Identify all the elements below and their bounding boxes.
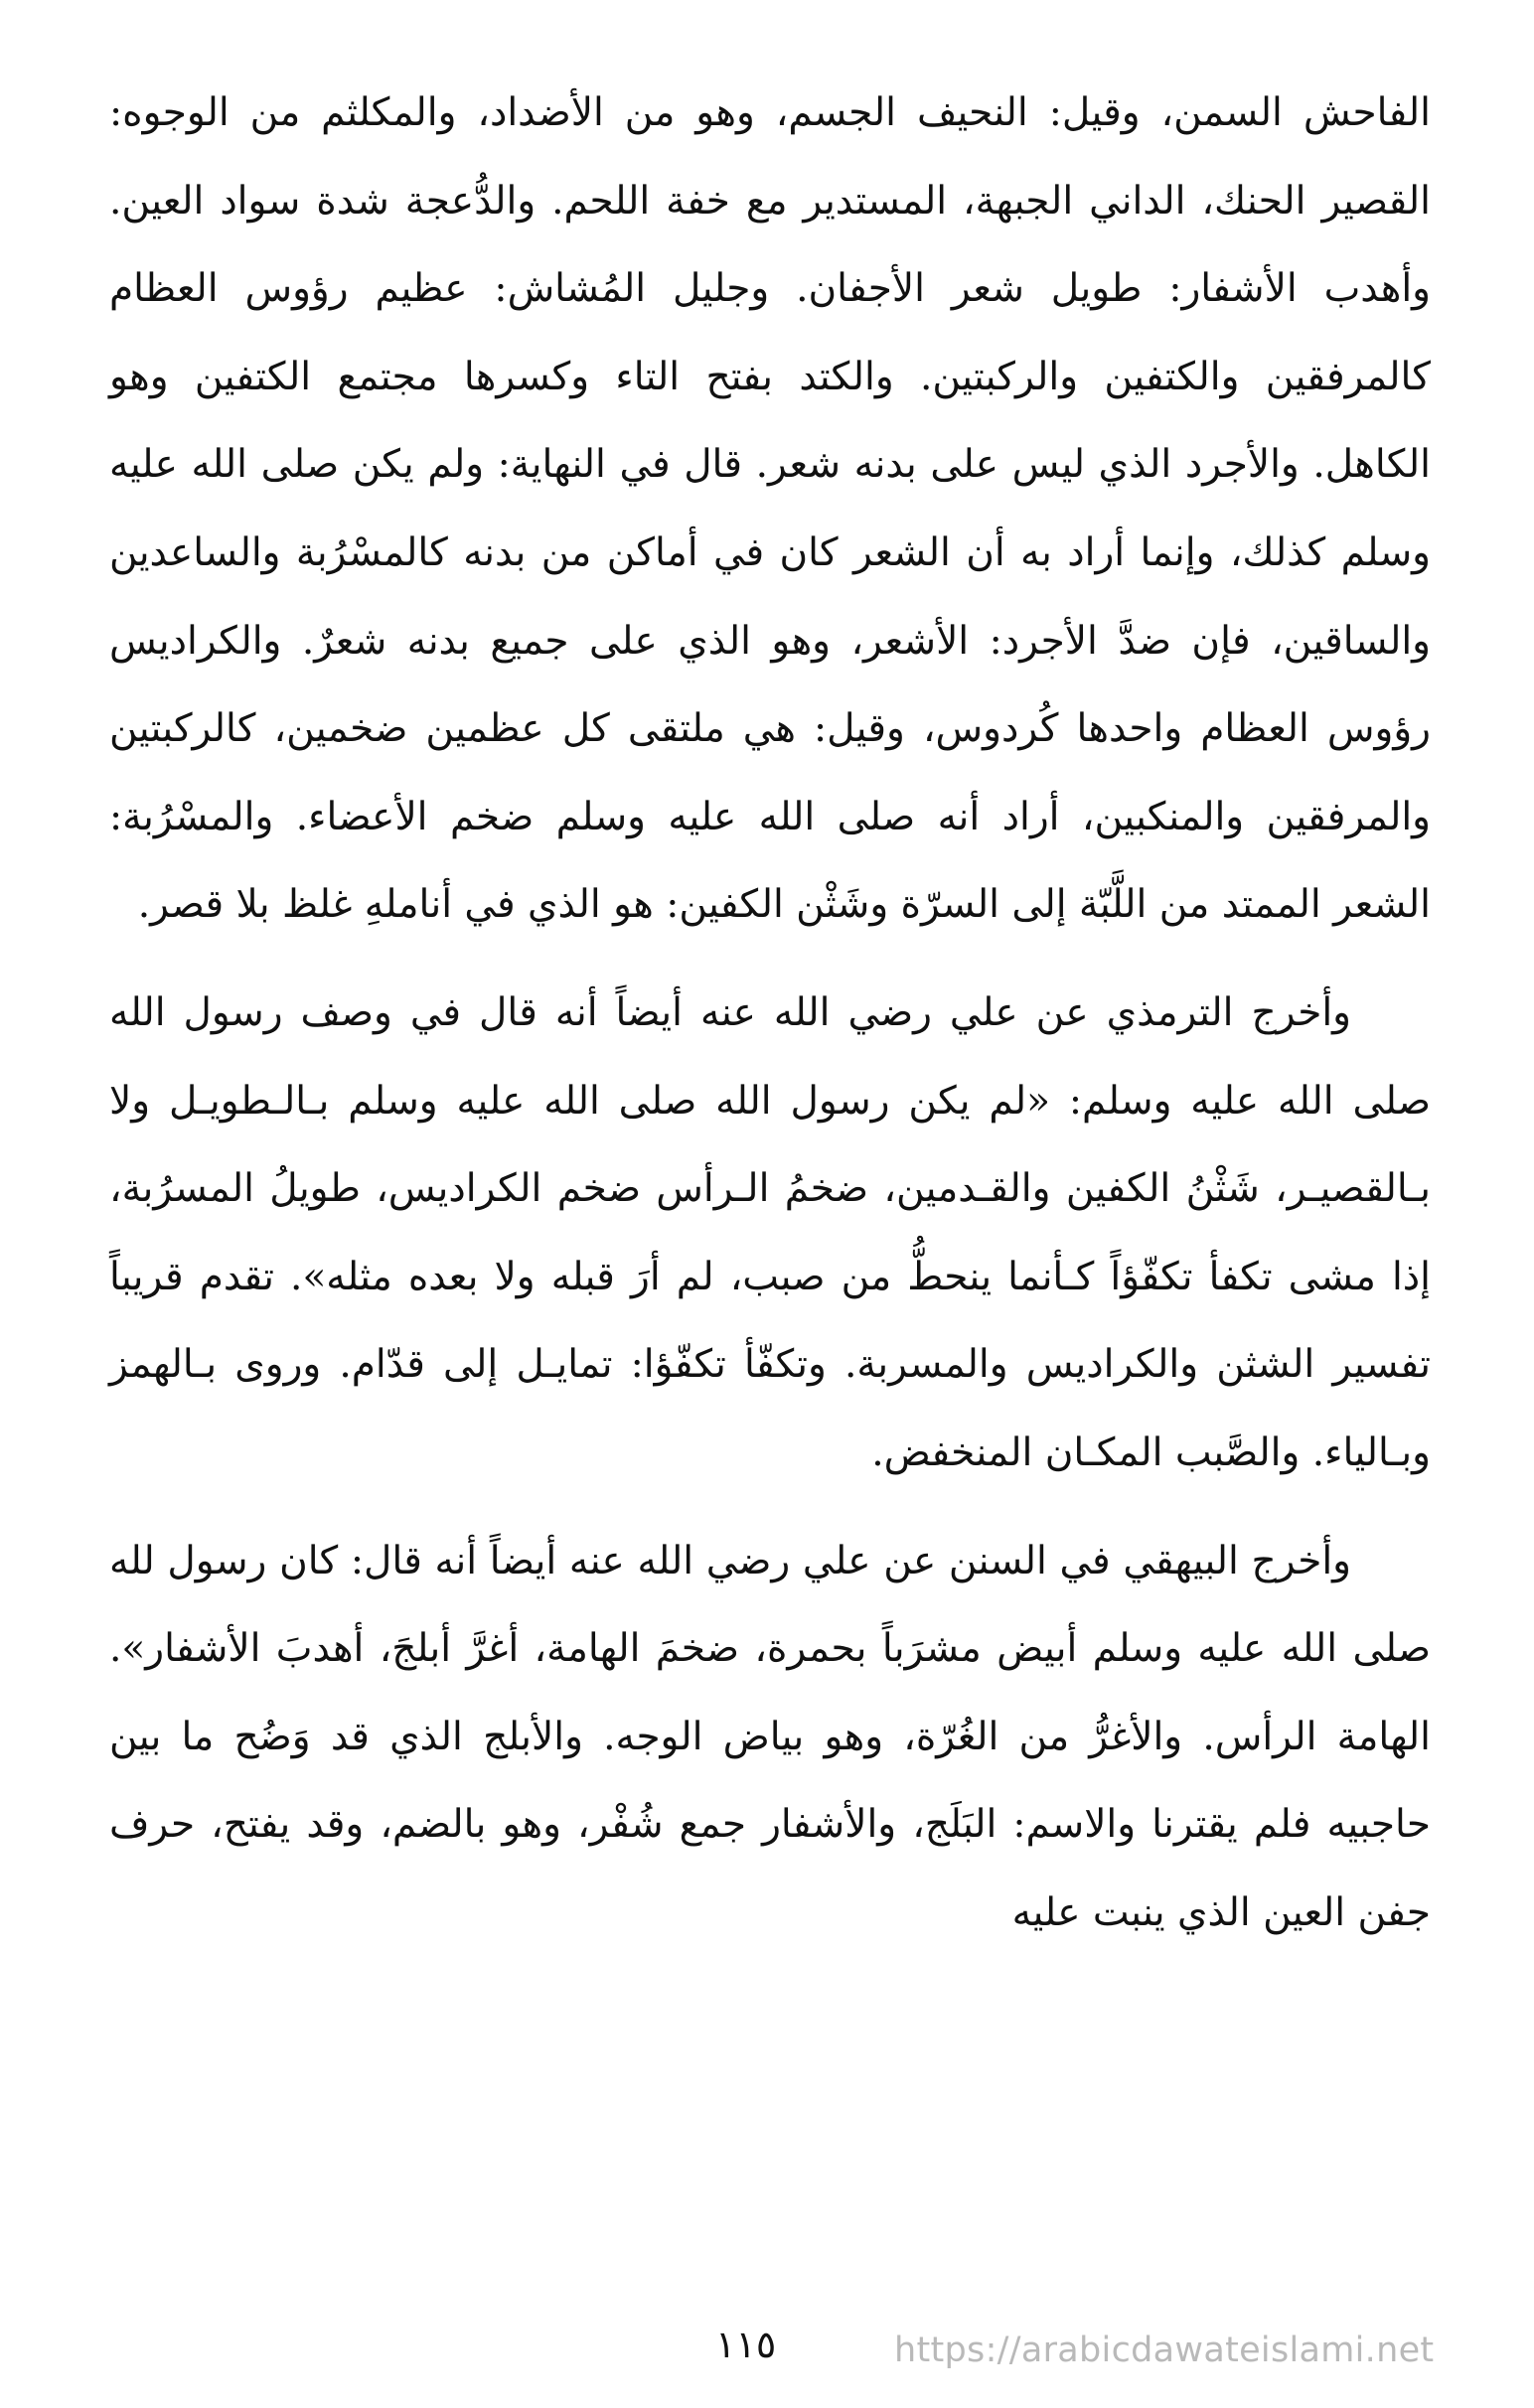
paragraph-3: وأخرج البيهقي في السنن عن علي رضي الله عنه أيضاً أنه قال: كان رسول لله صلى الله عليه وسلم أبيض مشرَباً بحمرة، ضخمَ الهامة، أغرَّ أبلجَ، أهدبَ الأشفار». الهامة الرأس. والأغرُّ من الغُرّة، وهو بياض الوجه. والأبلج الذي قد وَضُح ما بين حاجبيه فلم يقترنا والاسم: البَلَج، والأشفار جمع شُفْر، وهو بالضم، وقد يفتح، حرف جفن العين الذي ينبت عليه	[109, 1538, 1431, 1935]
source-watermark: https://arabicdawateislami.net	[894, 2331, 1435, 2370]
page-footer	[0, 2323, 1534, 2382]
page-number: ١١٥	[715, 2323, 777, 2366]
page-body	[109, 70, 1431, 1957]
paragraph-2: وأخرج الترمذي عن علي رضي الله عنه أيضاً أنه قال في وصف رسول الله صلى الله عليه وسلم: «لم يكن رسول الله صلى الله عليه وسلم بـالـطويـل ولا بـالقصيـر، شَثْنُ الكفين والقـدمين، ضخمُ الـرأس ضخم الكراديس، طويلُ المسرُبة، إذا مشى تكفأ تكفّؤاً كـأنما ينحطُّ من صبب، لم أرَ قبله ولا بعده مثله». تقدم قريباً تفسير الشثن والكراديس والمسربة. وتكفّأ تكفّؤا: تمايـل إلى قدّام. وروى بـالهمز وبـالياء. والصَّبب المكـان المنخفض.	[109, 989, 1431, 1475]
paragraph-1: الفاحش السمن، وقيل: النحيف الجسم، وهو من الأضداد، والمكلثم من الوجوه: القصير الحنك، الداني الجبهة، المستدير مع خفة اللحم. والدُّعجة شدة سواد العين. وأهدب الأشفار: طويل شعر الأجفان. وجليل المُشاش: عظيم رؤوس العظام كالمرفقين والكتفين والركبتين. والكتد بفتح التاء وكسرها مجتمع الكتفين وهو الكاهل. والأجرد الذي ليس على بدنه شعر. قال في النهاية: ولم يكن صلى الله عليه وسلم كذلك، وإنما أراد به أن الشعر كان في أماكن من بدنه كالمسْرُبة والساعدين والساقين، فإن ضدَّ الأجرد: الأشعر، وهو الذي على جميع بدنه شعرٌ. والكراديس رؤوس العظام واحدها كُردوس، وقيل: هي ملتقى كل عظمين ضخمين، كالركبتين والمرفقين والمنكبين، أراد أنه صلى الله عليه وسلم ضخم الأعضاء. والمسْرُبة: الشعر الممتد من اللَّبّة إلى السرّة وشَثْن الكفين: هو الذي في أناملهِ غلظ بلا قصر.	[109, 90, 1431, 928]
